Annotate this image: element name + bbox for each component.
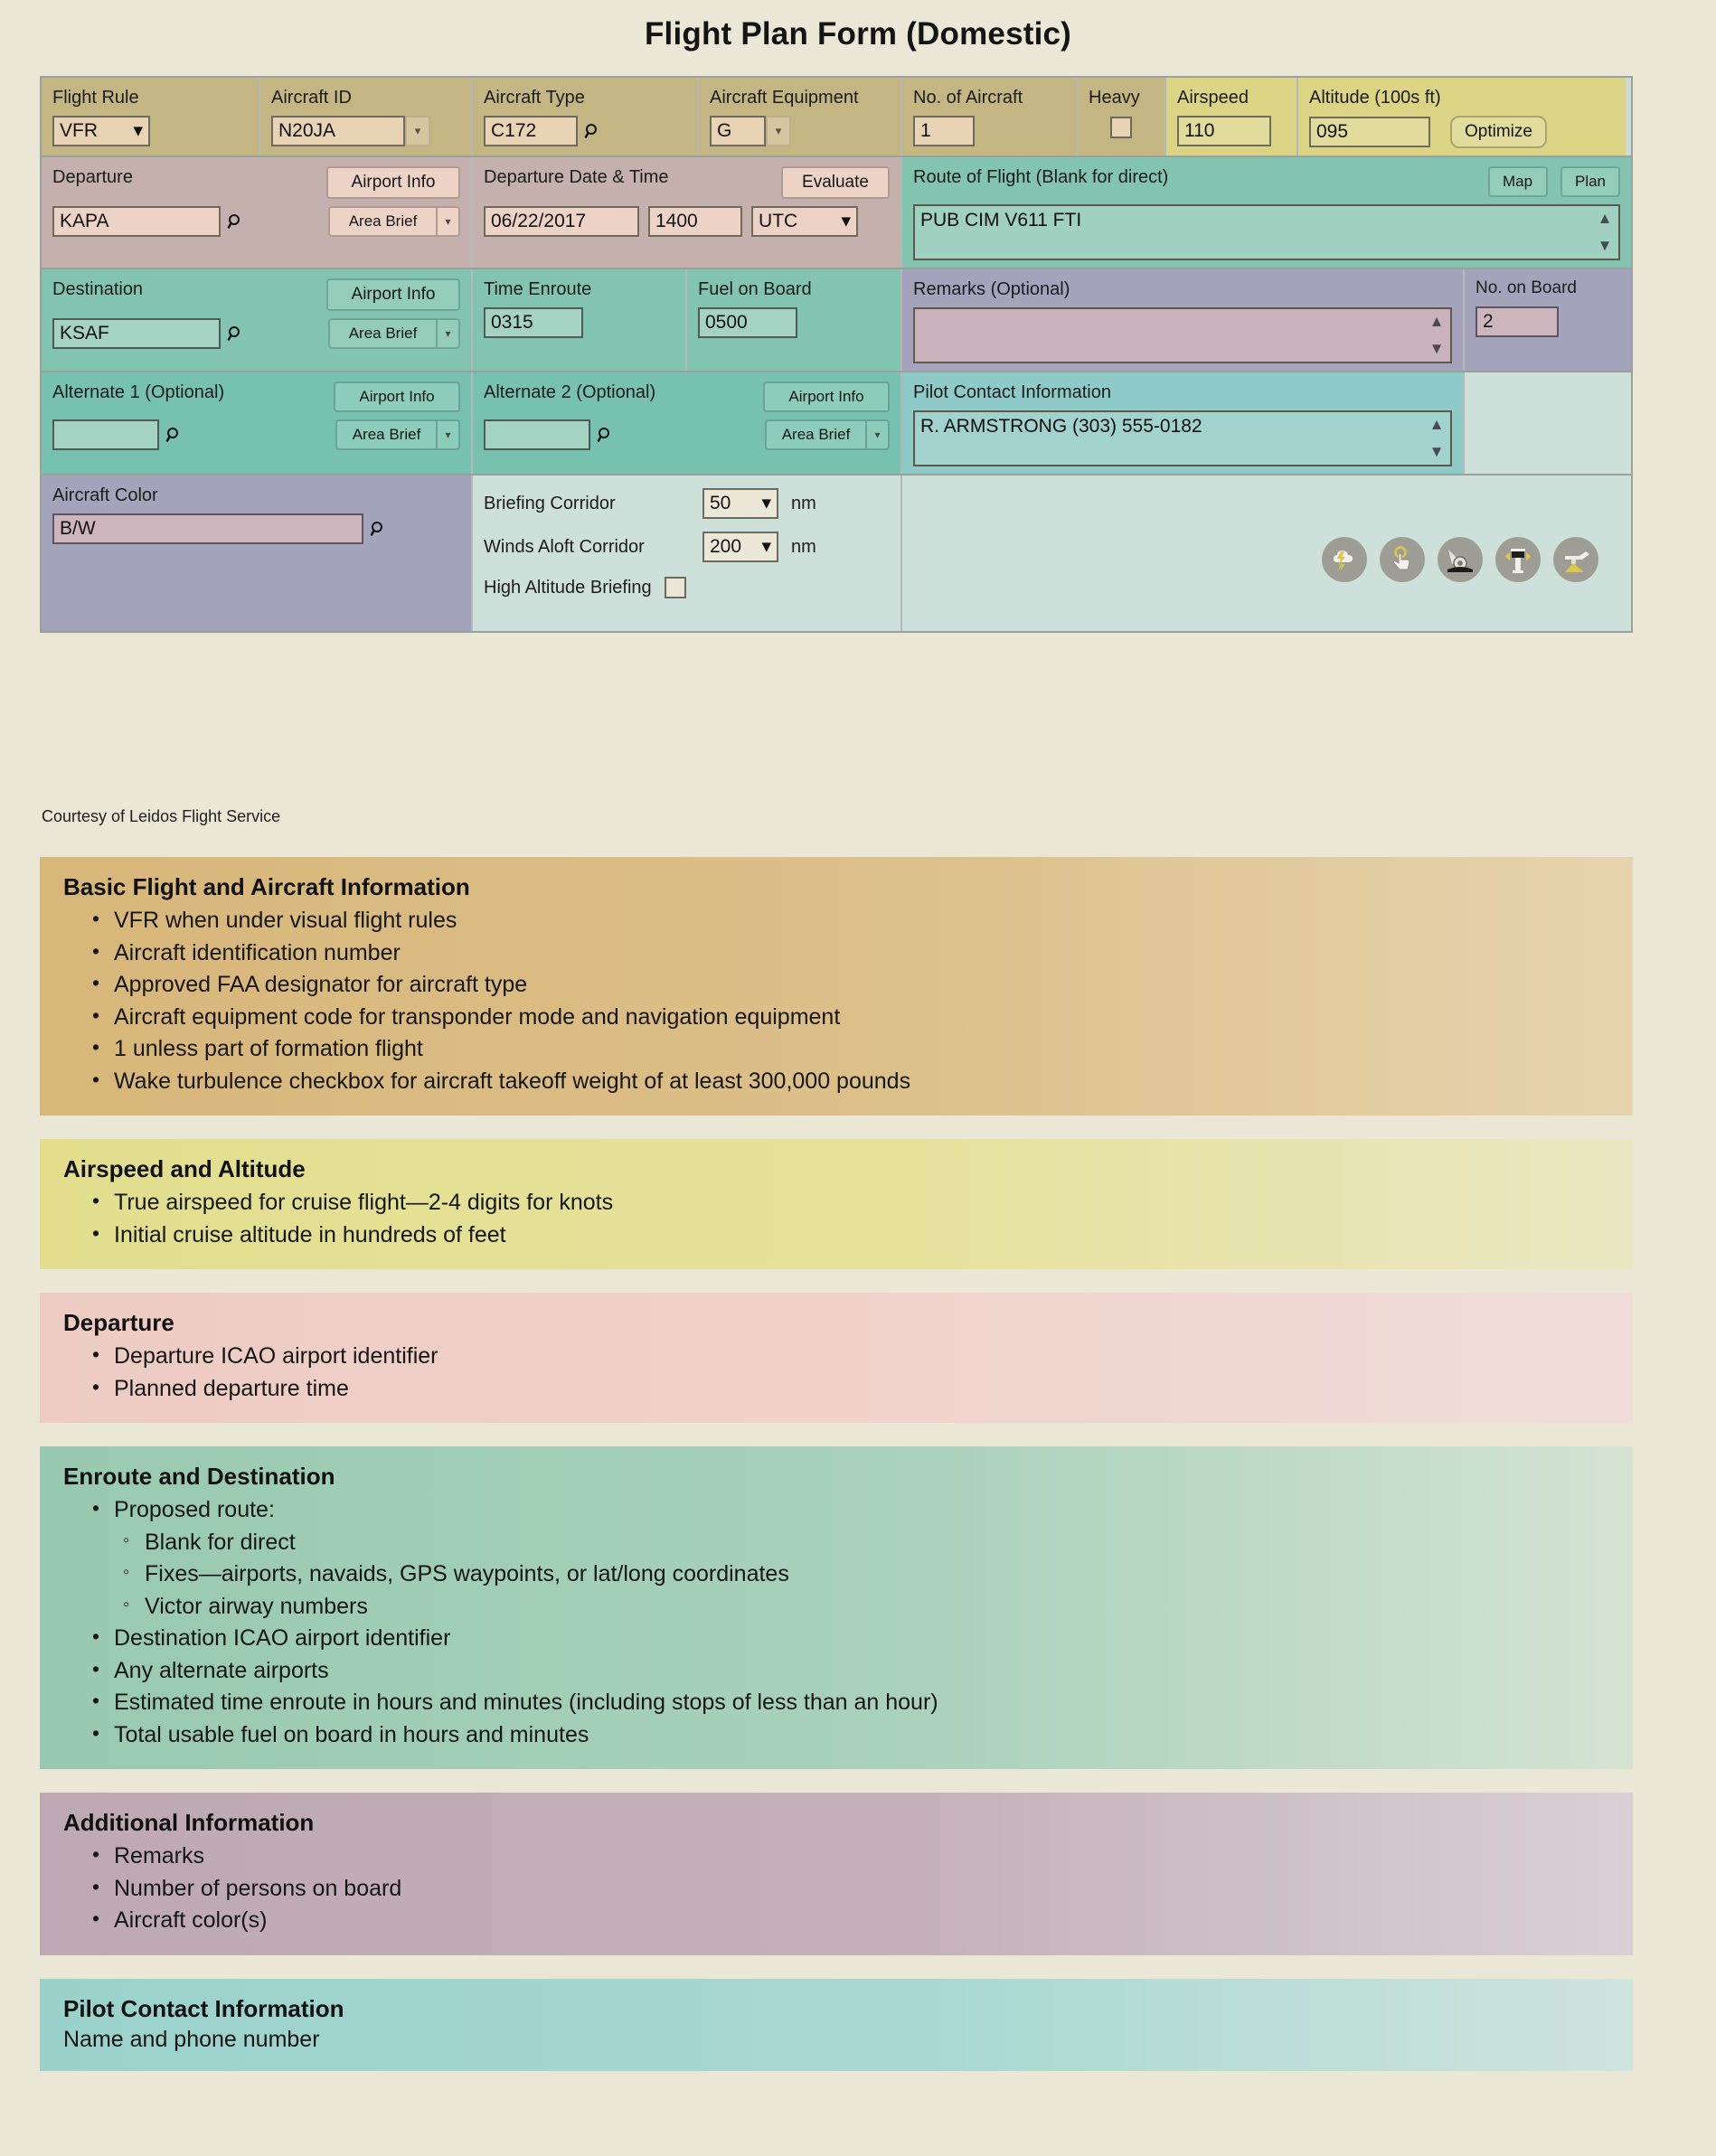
legend-list — [63, 1494, 1609, 1751]
list-item: • Estimated time enroute in hours and minutes (including stops of less than an hour) — [90, 1687, 1609, 1719]
departure-date-input[interactable]: 06/22/2017 — [484, 206, 639, 237]
legend-list — [63, 905, 1609, 1097]
aircraft-equipment-dropdown-arrow[interactable]: ▾ — [766, 116, 791, 146]
form-row-destination — [42, 269, 1631, 372]
optimize-button[interactable]: Optimize — [1450, 116, 1547, 148]
field-alternate-2 — [473, 372, 902, 474]
destination-label: Destination — [52, 279, 144, 299]
list-item: ◦ Blank for direct — [121, 1527, 1609, 1559]
chevron-down-icon[interactable]: ▾ — [437, 419, 460, 450]
briefing-corridor-label: Briefing Corridor — [484, 494, 616, 513]
list-item: ◦ Fixes—airports, navaids, GPS waypoints, or lat/long coordinates — [121, 1558, 1609, 1591]
chevron-down-icon: ▾ — [761, 493, 771, 513]
chevron-up-icon[interactable]: ▲ — [1597, 210, 1613, 227]
chevron-down-icon[interactable]: ▼ — [1428, 443, 1445, 460]
aircraft-id-input[interactable]: N20JA — [271, 116, 405, 146]
legend-note: Name and phone number — [63, 2026, 320, 2052]
legend-heading: Basic Flight and Aircraft Information — [63, 873, 470, 900]
form-row-color-briefing — [42, 475, 1631, 631]
list-item: • Proposed route: — [90, 1494, 1609, 1527]
legend-block-departure — [40, 1293, 1633, 1423]
alternate-2-input[interactable] — [484, 419, 590, 450]
map-button[interactable]: Map — [1488, 166, 1548, 197]
legend-block-additional — [40, 1793, 1633, 1955]
form-row-basic — [42, 78, 1631, 157]
timezone-value: UTC — [759, 211, 798, 231]
list-item: • Aircraft identification number — [90, 937, 1609, 970]
alternate-2-area-brief-split-button[interactable] — [765, 419, 890, 450]
touch-notam-icon[interactable] — [1380, 537, 1425, 582]
field-route-of-flight — [902, 157, 1631, 268]
field-remarks — [902, 269, 1465, 371]
briefing-corridor-value: 50 — [710, 493, 731, 513]
altitude-input[interactable]: 095 — [1309, 117, 1430, 147]
departure-area-brief-button[interactable]: Area Brief — [328, 206, 437, 237]
form-row-departure — [42, 157, 1631, 269]
legend-heading: Additional Information — [63, 1809, 315, 1836]
list-item: • Departure ICAO airport identifier — [90, 1341, 1609, 1373]
field-no-of-aircraft — [902, 78, 1078, 155]
list-item: • Total usable fuel on board in hours and minutes — [90, 1719, 1609, 1752]
briefing-corridor-unit: nm — [791, 494, 816, 513]
legend-heading: Departure — [63, 1309, 174, 1336]
heavy-label: Heavy — [1089, 88, 1140, 108]
briefing-corridor-select[interactable] — [702, 488, 778, 519]
field-heavy — [1078, 78, 1166, 155]
winds-aloft-corridor-label: Winds Aloft Corridor — [484, 537, 645, 557]
list-item: • True airspeed for cruise flight—2-4 digits for knots — [90, 1187, 1609, 1219]
no-of-aircraft-label: No. of Aircraft — [913, 88, 1023, 108]
no-of-aircraft-input[interactable]: 1 — [913, 116, 975, 146]
departure-datetime-label: Departure Date & Time — [484, 167, 669, 187]
timezone-select[interactable] — [751, 206, 858, 237]
pilot-contact-scrollbar[interactable] — [1427, 412, 1447, 465]
no-on-board-label: No. on Board — [1476, 278, 1577, 297]
destination-airport-info-button[interactable]: Airport Info — [326, 278, 460, 311]
magnifier-icon[interactable] — [159, 420, 188, 449]
legend-list — [63, 1187, 1609, 1251]
departure-time-input[interactable]: 1400 — [648, 206, 742, 237]
list-item: ◦ Victor airway numbers — [121, 1591, 1609, 1624]
evaluate-button[interactable]: Evaluate — [781, 166, 890, 199]
field-destination — [42, 269, 473, 371]
courtesy-text: Courtesy of Leidos Flight Service — [42, 807, 281, 825]
chevron-down-icon[interactable]: ▾ — [866, 419, 890, 450]
aircraft-id-dropdown-arrow[interactable]: ▾ — [405, 116, 430, 146]
flight-rule-select[interactable] — [52, 116, 150, 146]
pilot-contact-label: Pilot Contact Information — [913, 382, 1111, 402]
fuel-on-board-input[interactable]: 0500 — [698, 307, 797, 338]
chevron-down-icon: ▾ — [133, 120, 143, 141]
legend-list — [63, 1341, 1609, 1405]
field-briefing-options — [473, 475, 902, 631]
magnifier-icon[interactable] — [578, 117, 607, 146]
field-aircraft-id — [260, 78, 473, 155]
alternate-2-airport-info-button[interactable]: Airport Info — [763, 381, 890, 412]
flight-rule-label: Flight Rule — [52, 88, 139, 108]
legend-heading: Enroute and Destination — [63, 1463, 335, 1490]
list-item: • Planned departure time — [90, 1373, 1609, 1406]
heavy-checkbox[interactable] — [1110, 117, 1132, 138]
no-on-board-input[interactable]: 2 — [1476, 306, 1559, 337]
list-item: • Initial cruise altitude in hundreds of feet — [90, 1219, 1609, 1252]
list-item: • Aircraft color(s) — [90, 1905, 1609, 1937]
chevron-down-icon[interactable]: ▾ — [437, 318, 460, 349]
list-item: • Destination ICAO airport identifier — [90, 1623, 1609, 1655]
winds-aloft-corridor-select[interactable] — [702, 532, 778, 562]
fuel-on-board-label: Fuel on Board — [698, 279, 812, 299]
flight-rule-value: VFR — [60, 120, 98, 141]
alternate-1-area-brief-split-button[interactable] — [335, 419, 460, 450]
field-departure-datetime — [473, 157, 902, 268]
route-textarea[interactable] — [913, 204, 1620, 260]
magnifier-icon[interactable] — [221, 319, 250, 348]
legend-block-airspeed — [40, 1139, 1633, 1269]
chevron-down-icon[interactable]: ▾ — [437, 206, 460, 237]
departure-area-brief-split-button[interactable] — [328, 206, 460, 237]
chevron-down-icon[interactable]: ▼ — [1597, 237, 1613, 254]
list-item: • VFR when under visual flight rules — [90, 905, 1609, 937]
alternate-1-input[interactable] — [52, 419, 159, 450]
remarks-label: Remarks (Optional) — [913, 279, 1070, 299]
altitude-label: Altitude (100s ft) — [1309, 88, 1441, 108]
plan-button[interactable]: Plan — [1560, 166, 1620, 197]
destination-input[interactable]: KSAF — [52, 318, 221, 349]
aircraft-color-input[interactable]: B/W — [52, 513, 363, 544]
field-aircraft-equipment — [699, 78, 902, 155]
high-altitude-briefing-label: High Altitude Briefing — [484, 578, 652, 598]
field-aircraft-type — [473, 78, 699, 155]
remarks-textarea[interactable] — [913, 307, 1452, 363]
legend-block-basic — [40, 857, 1633, 1116]
flight-plan-form — [40, 76, 1633, 633]
alternate-1-label: Alternate 1 (Optional) — [52, 382, 225, 402]
chevron-up-icon[interactable]: ▲ — [1428, 313, 1445, 330]
alternate-2-area-brief-button[interactable]: Area Brief — [765, 419, 866, 450]
chevron-up-icon[interactable]: ▲ — [1428, 416, 1445, 433]
magnifier-icon[interactable] — [221, 207, 250, 236]
chevron-down-icon: ▾ — [841, 211, 851, 231]
service-icons-panel — [902, 475, 1631, 631]
departure-airport-info-button[interactable]: Airport Info — [326, 166, 460, 199]
destination-area-brief-split-button[interactable] — [328, 318, 460, 349]
aircraft-color-label: Aircraft Color — [52, 485, 158, 505]
aircraft-equipment-label: Aircraft Equipment — [710, 88, 859, 108]
airspeed-label: Airspeed — [1177, 88, 1249, 108]
form-row-alternates — [42, 372, 1631, 475]
legend-list — [63, 1841, 1609, 1937]
magnifier-icon[interactable] — [363, 514, 392, 543]
chevron-down-icon: ▾ — [761, 536, 771, 557]
field-spacer — [1465, 372, 1631, 474]
page-title: Flight Plan Form (Domestic) — [644, 16, 1072, 52]
field-pilot-contact — [902, 372, 1465, 474]
route-label: Route of Flight (Blank for direct) — [913, 167, 1169, 187]
alternate-1-area-brief-button[interactable]: Area Brief — [335, 419, 437, 450]
service-icon-row — [913, 490, 1620, 629]
high-altitude-briefing-checkbox[interactable] — [665, 577, 686, 598]
remarks-scrollbar[interactable] — [1427, 309, 1447, 362]
chevron-down-icon[interactable]: ▼ — [1428, 340, 1445, 357]
field-airspeed — [1166, 78, 1298, 155]
legend-block-enroute — [40, 1446, 1633, 1769]
aircraft-type-label: Aircraft Type — [484, 88, 585, 108]
winds-aloft-corridor-value: 200 — [710, 536, 742, 557]
aircraft-equipment-input[interactable]: G — [710, 116, 766, 146]
field-altitude — [1298, 78, 1626, 155]
magnifier-icon[interactable] — [590, 420, 619, 449]
list-item: • Any alternate airports — [90, 1655, 1609, 1688]
control-tower-icon[interactable] — [1495, 537, 1541, 582]
destination-area-brief-button[interactable]: Area Brief — [328, 318, 437, 349]
route-scrollbar[interactable] — [1595, 206, 1615, 259]
field-departure — [42, 157, 473, 268]
time-enroute-label: Time Enroute — [484, 279, 592, 299]
field-flight-rule — [42, 78, 260, 155]
legend-heading: Pilot Contact Information — [63, 1994, 344, 2022]
weather-thunderstorm-icon[interactable] — [1322, 537, 1367, 582]
departure-input[interactable]: KAPA — [52, 206, 221, 237]
radar-sweep-icon[interactable] — [1553, 537, 1598, 582]
radar-dome-icon[interactable] — [1438, 537, 1483, 582]
field-aircraft-color — [42, 475, 473, 631]
list-item: • Number of persons on board — [90, 1873, 1609, 1906]
legend-heading: Airspeed and Altitude — [63, 1155, 306, 1182]
list-item: • Approved FAA designator for aircraft type — [90, 969, 1609, 1002]
departure-label: Departure — [52, 167, 133, 187]
pilot-contact-textarea[interactable] — [913, 410, 1452, 466]
field-alternate-1 — [42, 372, 473, 474]
winds-aloft-corridor-unit: nm — [791, 537, 816, 557]
aircraft-type-input[interactable]: C172 — [484, 116, 578, 146]
time-enroute-input[interactable]: 0315 — [484, 307, 583, 338]
legend-container — [40, 857, 1633, 2095]
legend-sublist — [90, 1527, 1609, 1624]
list-item: • Aircraft equipment code for transponder mode and navigation equipment — [90, 1002, 1609, 1034]
list-item: • Remarks — [90, 1841, 1609, 1873]
field-no-on-board — [1465, 269, 1631, 371]
route-value: PUB CIM V611 FTI — [920, 210, 1082, 231]
list-item: • 1 unless part of formation flight — [90, 1033, 1609, 1066]
aircraft-id-label: Aircraft ID — [271, 88, 352, 108]
alternate-2-label: Alternate 2 (Optional) — [484, 382, 656, 402]
alternate-1-airport-info-button[interactable]: Airport Info — [334, 381, 460, 412]
field-time-enroute — [473, 269, 687, 371]
airspeed-input[interactable]: 110 — [1177, 116, 1271, 146]
legend-block-pilot-contact — [40, 1979, 1633, 2071]
pilot-contact-value: R. ARMSTRONG (303) 555-0182 — [920, 416, 1202, 437]
field-fuel-on-board — [687, 269, 902, 371]
list-item: • Wake turbulence checkbox for aircraft takeoff weight of at least 300,000 pounds — [90, 1066, 1609, 1098]
